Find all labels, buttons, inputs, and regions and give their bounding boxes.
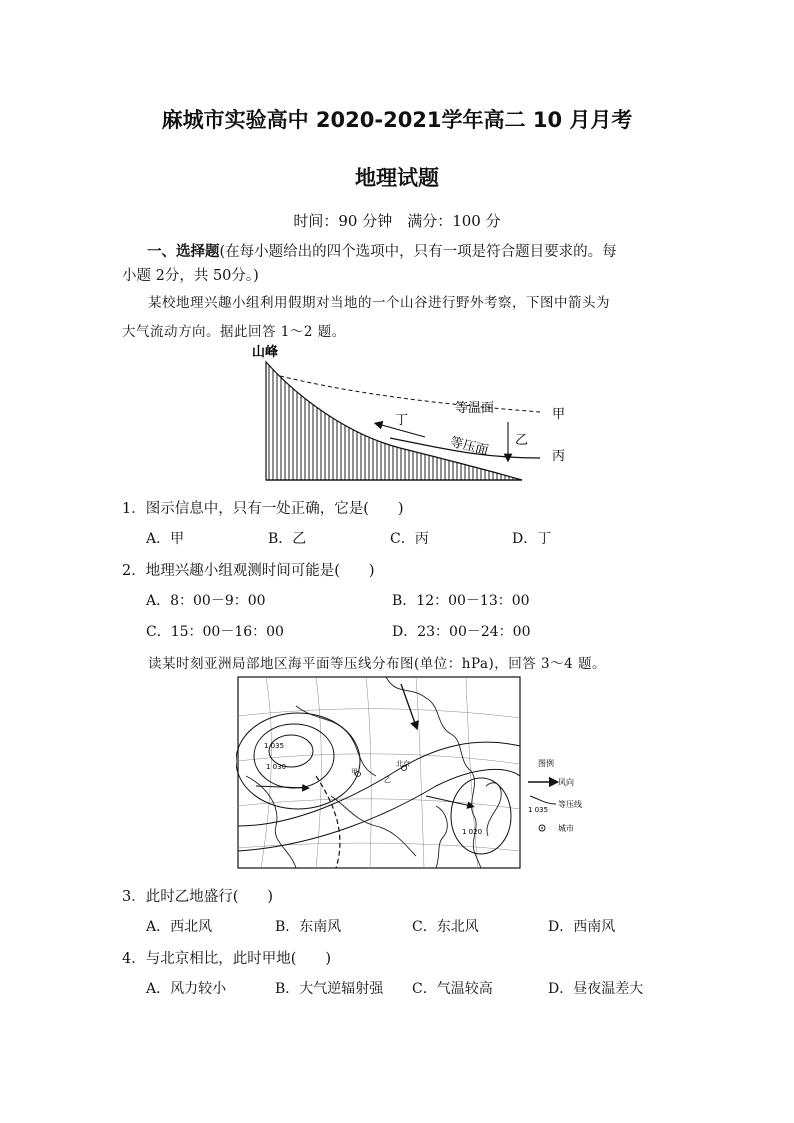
isotherm-line xyxy=(280,376,540,412)
section-heading-line xyxy=(147,240,617,261)
label-1020: 1 020 xyxy=(462,828,483,836)
passage2: 读某时刻亚洲局部地区海平面等压线分布图(单位：hPa)，回答 3～4 题。 xyxy=(148,656,607,672)
q1-option-c: C．丙 xyxy=(390,531,429,547)
q1-option-a: A．甲 xyxy=(146,531,185,547)
map-frame xyxy=(238,677,520,868)
legend-isobar-line xyxy=(530,796,556,804)
legend-title: 图例 xyxy=(538,759,554,768)
yi-label: 乙 xyxy=(515,433,529,448)
label-1035: 1 035 xyxy=(264,742,285,750)
q2-option-a: A．8：00－9：00 xyxy=(146,593,266,609)
q2-option-c: C．15：00－16：00 xyxy=(146,624,284,640)
label-1030: 1 030 xyxy=(266,763,287,771)
passage1-line2: 大气流动方向。据此回答 1～2 题。 xyxy=(122,324,346,340)
ding-label: 丁 xyxy=(395,413,409,428)
section-instruction-2: 小题 2分，共 50分。) xyxy=(122,268,259,284)
q3-option-a: A．西北风 xyxy=(146,919,213,935)
q1-option-d: D．丁 xyxy=(512,531,552,547)
question-1-stem: 1．图示信息中，只有一处正确，它是( ) xyxy=(122,501,404,517)
legend-isobar-value: 1 035 xyxy=(528,806,549,814)
isobar-map xyxy=(236,676,596,872)
q4-option-c: C．气温较高 xyxy=(412,981,493,997)
section-heading: 一、选择题 xyxy=(147,243,220,260)
valley-diagram xyxy=(240,340,580,485)
q1-option-b: B．乙 xyxy=(268,531,307,547)
jia-label: 甲 xyxy=(552,407,566,422)
map-legend xyxy=(528,758,582,833)
label-beijing: 北京 xyxy=(396,760,410,768)
question-4-stem: 4．与北京相比，此时甲地( ) xyxy=(122,951,332,967)
time-info: 时间：90 分钟 满分：100 分 xyxy=(293,212,501,230)
label-jia: 甲 xyxy=(351,768,358,776)
q4-option-d: D．昼夜温差大 xyxy=(548,981,644,997)
legend-wind: 风向 xyxy=(558,778,574,787)
q2-option-d: D．23：00－24：00 xyxy=(392,624,531,640)
passage1-line1: 某校地理兴趣小组利用假期对当地的一个山谷进行野外考察，下图中箭头为 xyxy=(148,295,610,311)
isotherm-label: 等温面 xyxy=(455,401,495,416)
q4-option-a: A．风力较小 xyxy=(146,981,227,997)
peak-label: 山峰 xyxy=(252,345,279,360)
q3-option-c: C．东北风 xyxy=(412,919,479,935)
question-2-stem: 2．地理兴趣小组观测时间可能是( ) xyxy=(122,563,375,579)
section-instruction: (在每小题给出的四个选项中，只有一项是符合题目要求的。每 xyxy=(219,244,617,260)
question-3-stem: 3．此时乙地盛行( ) xyxy=(122,889,274,905)
label-yi: 乙 xyxy=(384,776,391,784)
q3-option-b: B．东南风 xyxy=(275,919,342,935)
page-title: 麻城市实验高中 2020-2021学年高二 10 月月考 xyxy=(161,108,633,132)
q3-option-d: D．西南风 xyxy=(548,919,616,935)
legend-city: 城市 xyxy=(558,824,574,833)
bing-label: 丙 xyxy=(552,449,566,464)
q2-option-b: B．12：00－13：00 xyxy=(392,593,530,609)
mountain-slope xyxy=(266,362,522,480)
isobar-label: 等压面 xyxy=(448,434,490,459)
q4-option-b: B．大气逆辐射强 xyxy=(275,981,384,997)
page-subtitle: 地理试题 xyxy=(355,166,439,190)
legend-isobar: 等压线 xyxy=(558,800,582,809)
